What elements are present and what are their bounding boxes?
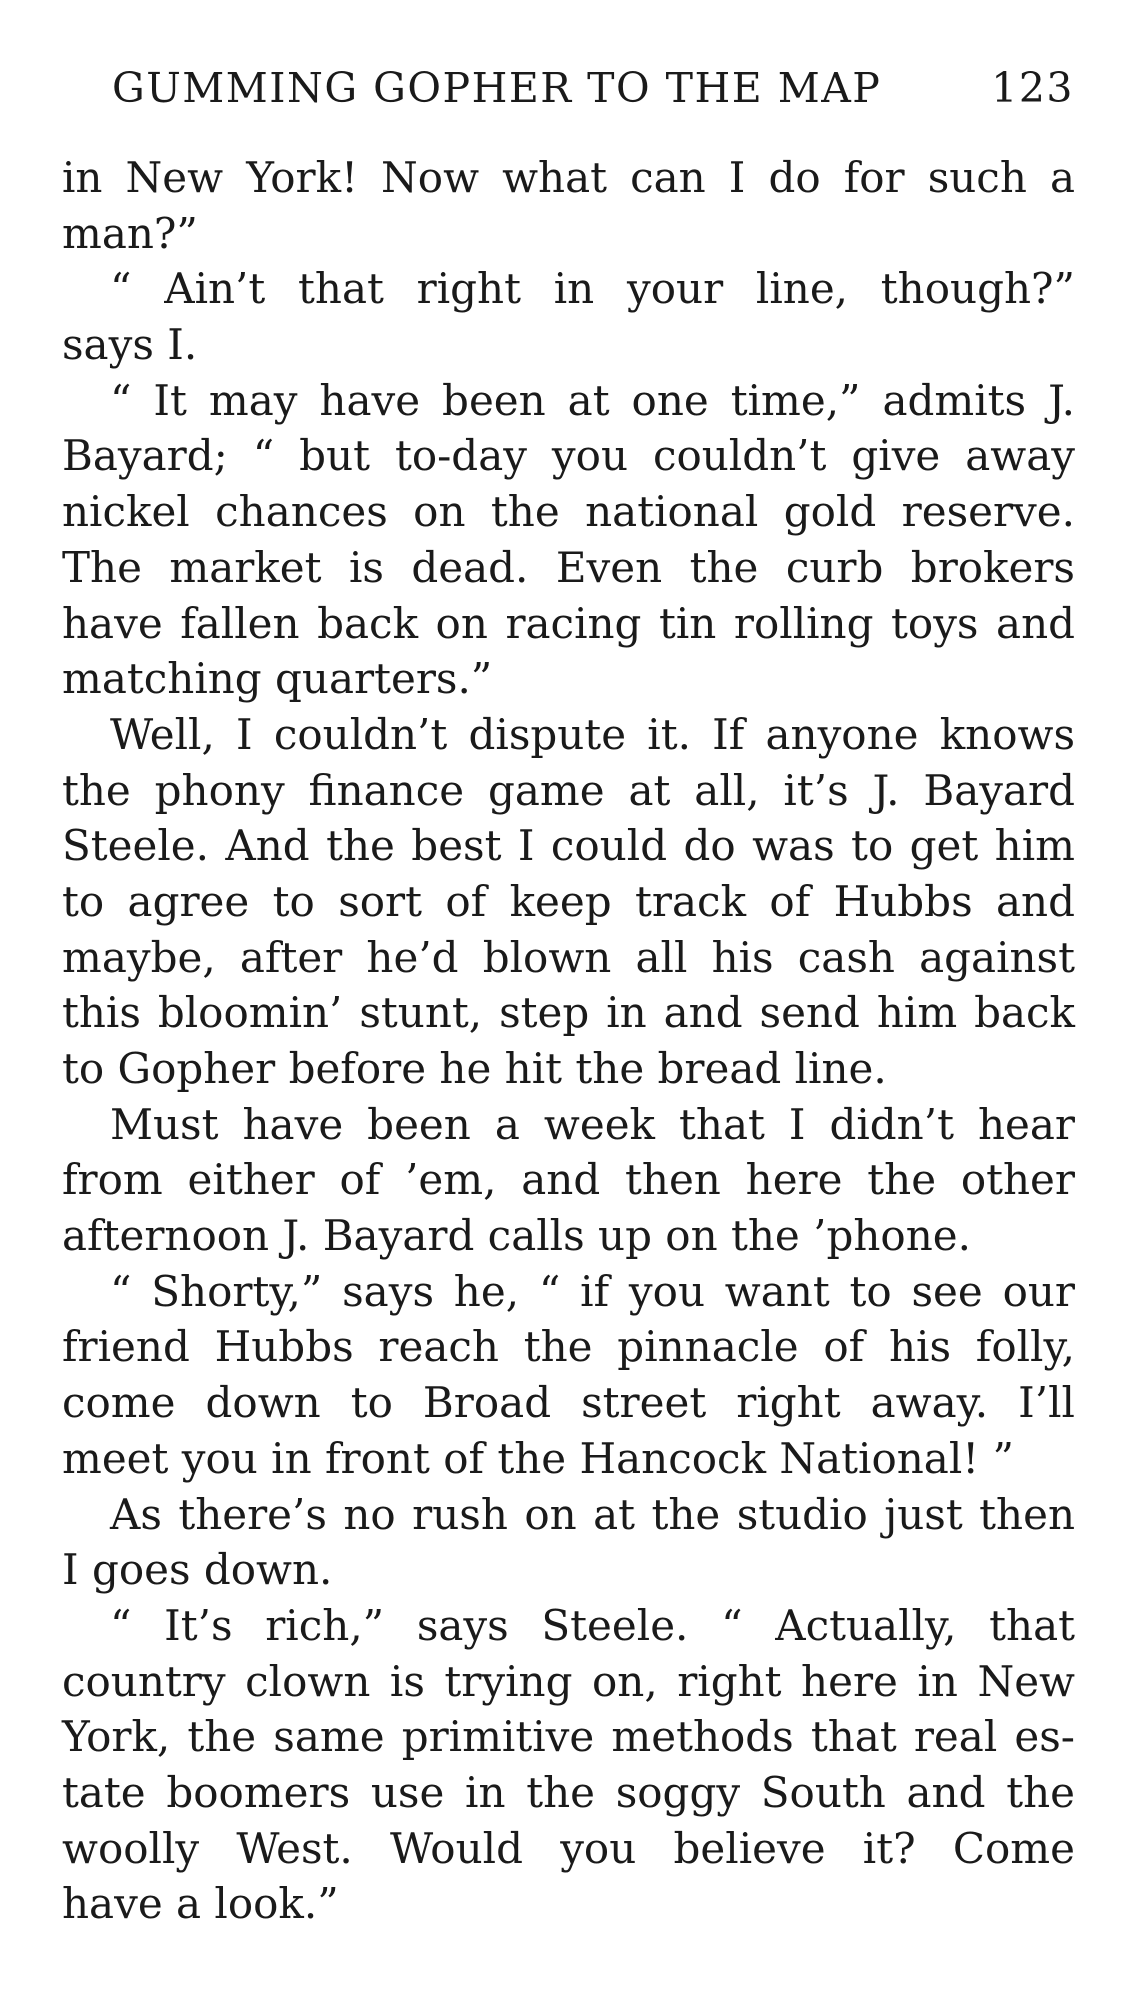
- text-line: in New York! Now what can I do for such a: [62, 153, 1075, 202]
- text-line: As there’s no rush on at the studio just then: [110, 1489, 1075, 1539]
- chapter-title: GUMMING GOPHER TO THE MAP: [112, 64, 882, 112]
- text-line: have fallen back on racing tin rolling toys and: [62, 598, 1075, 648]
- text-line: “ It’s rich,” says Steele. “ Actually, that: [110, 1600, 1075, 1650]
- text-line: meet you in front of the Hancock National! ”: [62, 1433, 1014, 1483]
- text-line: the phony finance game at all, it’s J. Bayard: [62, 765, 1075, 815]
- text-line: “ Ain’t that right in your line, though?”: [110, 264, 1075, 314]
- text-line: York, the same primitive methods that real es-: [62, 1712, 1075, 1762]
- text-line: this bloomin’ stunt, step in and send him back: [62, 988, 1075, 1038]
- text-line: friend Hubbs reach the pinnacle of his folly,: [62, 1322, 1075, 1372]
- text-line: The market is dead. Even the curb brokers: [62, 542, 1075, 592]
- body-text: [62, 150, 1075, 1932]
- text-line: matching quarters.”: [62, 654, 493, 704]
- text-line: afternoon J. Bayard calls up on the ’phone.: [62, 1211, 971, 1261]
- text-line: woolly West. Would you believe it? Come: [62, 1823, 1075, 1873]
- text-line: nickel chances on the national gold reserve.: [62, 487, 1075, 537]
- text-line: to agree to sort of keep track of Hubbs and: [62, 876, 1075, 926]
- text-line: man?”: [62, 208, 198, 258]
- text-line: come down to Broad street right away. I’ll: [62, 1378, 1075, 1428]
- text-line: maybe, after he’d blown all his cash against: [62, 932, 1075, 982]
- text-line: country clown is trying on, right here in New: [62, 1656, 1075, 1706]
- text-line: Well, I couldn’t dispute it. If anyone knows: [110, 709, 1075, 759]
- text-line: Bayard; “ but to-day you couldn’t give away: [62, 431, 1075, 481]
- text-line: I goes down.: [62, 1545, 333, 1595]
- text-line: tate boomers use in the soggy South and the: [62, 1767, 1075, 1817]
- text-line: to Gopher before he hit the bread line.: [62, 1044, 887, 1093]
- text-line: says I.: [62, 320, 198, 370]
- text-line: “ Shorty,” says he, “ if you want to see our: [110, 1266, 1075, 1316]
- text-line: Steele. And the best I could do was to get him: [62, 821, 1075, 871]
- text-line: Must have been a week that I didn’t hear: [110, 1099, 1075, 1149]
- text-line: from either of ’em, and then here the other: [62, 1155, 1075, 1205]
- text-line: have a look.”: [62, 1879, 339, 1929]
- page-number: 123: [991, 64, 1074, 112]
- running-head: [112, 58, 1074, 118]
- text-line: “ It may have been at one time,” admits J.: [110, 375, 1075, 425]
